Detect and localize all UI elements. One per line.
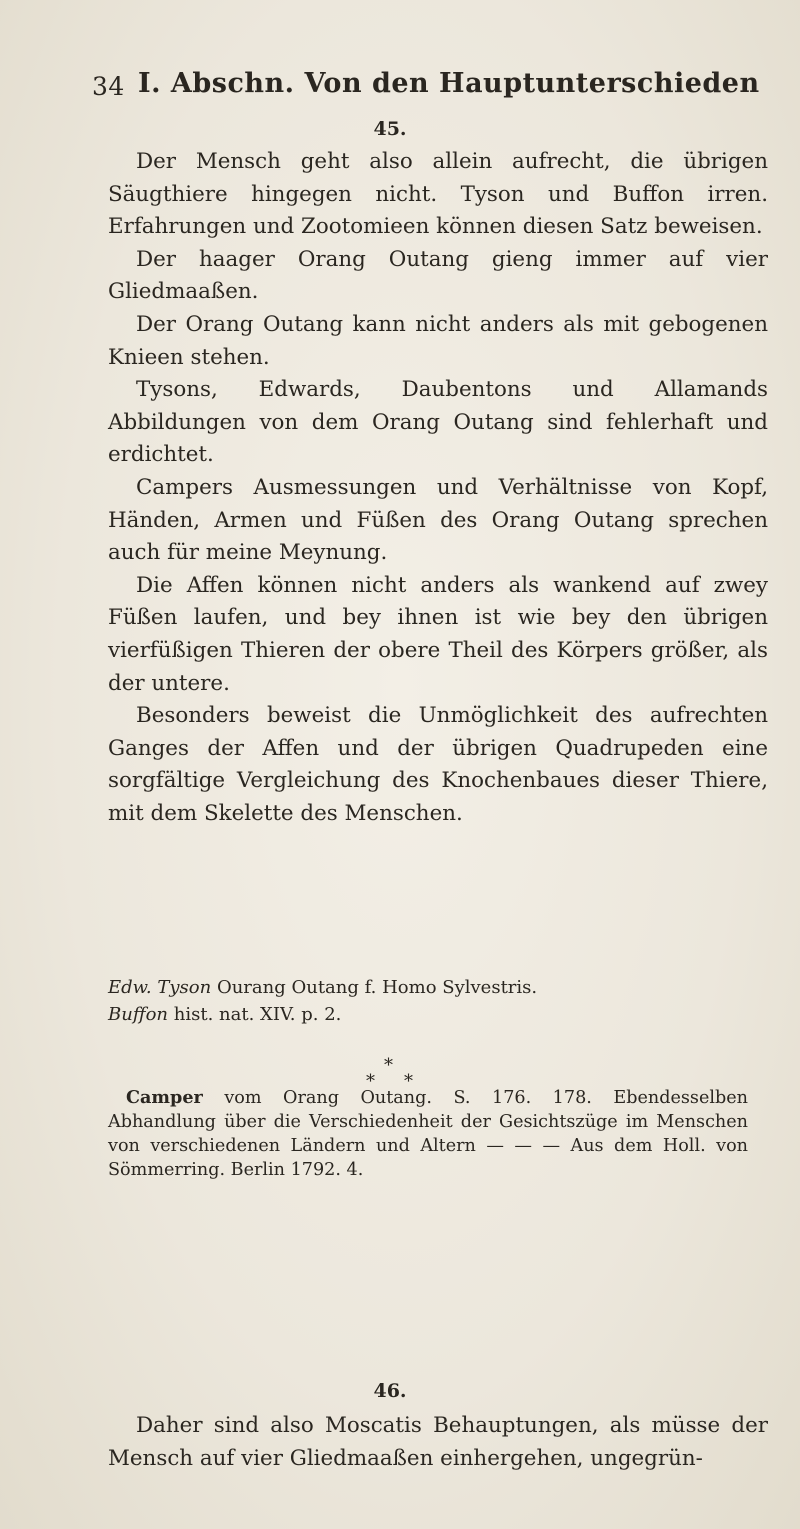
camper-note-paragraph <box>108 1086 748 1182</box>
asterism-mark: * <box>366 1071 375 1092</box>
paragraph: Campers Ausmessungen und Verhältnisse von Kopf, Händen, Armen und Füßen des Orang Outang sprechen auch für meine Meynung. <box>108 474 768 566</box>
reference-buffon <box>108 1003 748 1027</box>
section-number-46: 46. <box>373 1380 407 1402</box>
reference-text: Ourang Outang f. Homo Sylvestris. <box>216 977 538 998</box>
paragraph: Daher sind also Moscatis Behauptungen, als müsse der Mensch auf vier Gliedmaaßen einhergehen, ungegrün- <box>108 1413 768 1471</box>
camper-note-lead: Camper <box>126 1087 203 1108</box>
paragraph: Besonders beweist die Unmöglichkeit des aufrechten Ganges der Affen und der übrigen Quadrupeden eine sorgfältige Vergleichung des Knochenbaues dieser Thiere, mit dem Skelette des Menschen. <box>108 703 768 826</box>
paragraph: Der haager Orang Outang gieng immer auf vier Gliedmaaßen. <box>108 246 768 305</box>
paragraph: Der Orang Outang kann nicht anders als mit gebogenen Knieen stehen. <box>108 311 768 370</box>
asterism-mark: * <box>404 1071 413 1092</box>
section-number-45: 45. <box>373 118 407 140</box>
camper-bibliography-note <box>108 1086 748 1182</box>
reference-text: hist. nat. XIV. p. 2. <box>173 1004 342 1025</box>
page-number: 34 <box>92 72 125 101</box>
running-head: I. Abschn. Von den Hauptunterschieden <box>138 68 760 99</box>
paragraph: Die Affen können nicht anders als wankend auf zwey Füßen laufen, und bey ihnen ist wie bey den übrigen vierfüßigen Thieren der obere Theil des Körpers größer, als der untere. <box>108 572 768 696</box>
section-45-body <box>108 146 768 830</box>
reference-work: Edw. Tyson <box>108 977 212 998</box>
reference-work: Buffon <box>108 1004 169 1025</box>
section-46-body <box>108 1410 768 1475</box>
paragraph: Tysons, Edwards, Daubentons und Allamands Abbildungen von dem Orang Outang sind fehlerhaft und erdichtet. <box>108 377 768 468</box>
page-header <box>92 62 760 102</box>
paragraph: Der Mensch geht also allein aufrecht, die übrigen Säugthiere hingegen nicht. Tyson und Buffon irren. Erfahrungen und Zootomieen können diesen Satz beweisen. <box>108 149 768 240</box>
reference-tyson <box>108 976 748 1000</box>
asterism-mark: * <box>384 1055 393 1076</box>
camper-note-text: vom Orang Outang. S. 176. 178. Ebendesselben Abhandlung über die Verschiedenheit der Gesichtszüge im Menschen von verschiedenen Ländern und Altern — — — Aus dem Holl. von Sömmerring. Berlin 1792. 4. <box>108 1088 748 1180</box>
